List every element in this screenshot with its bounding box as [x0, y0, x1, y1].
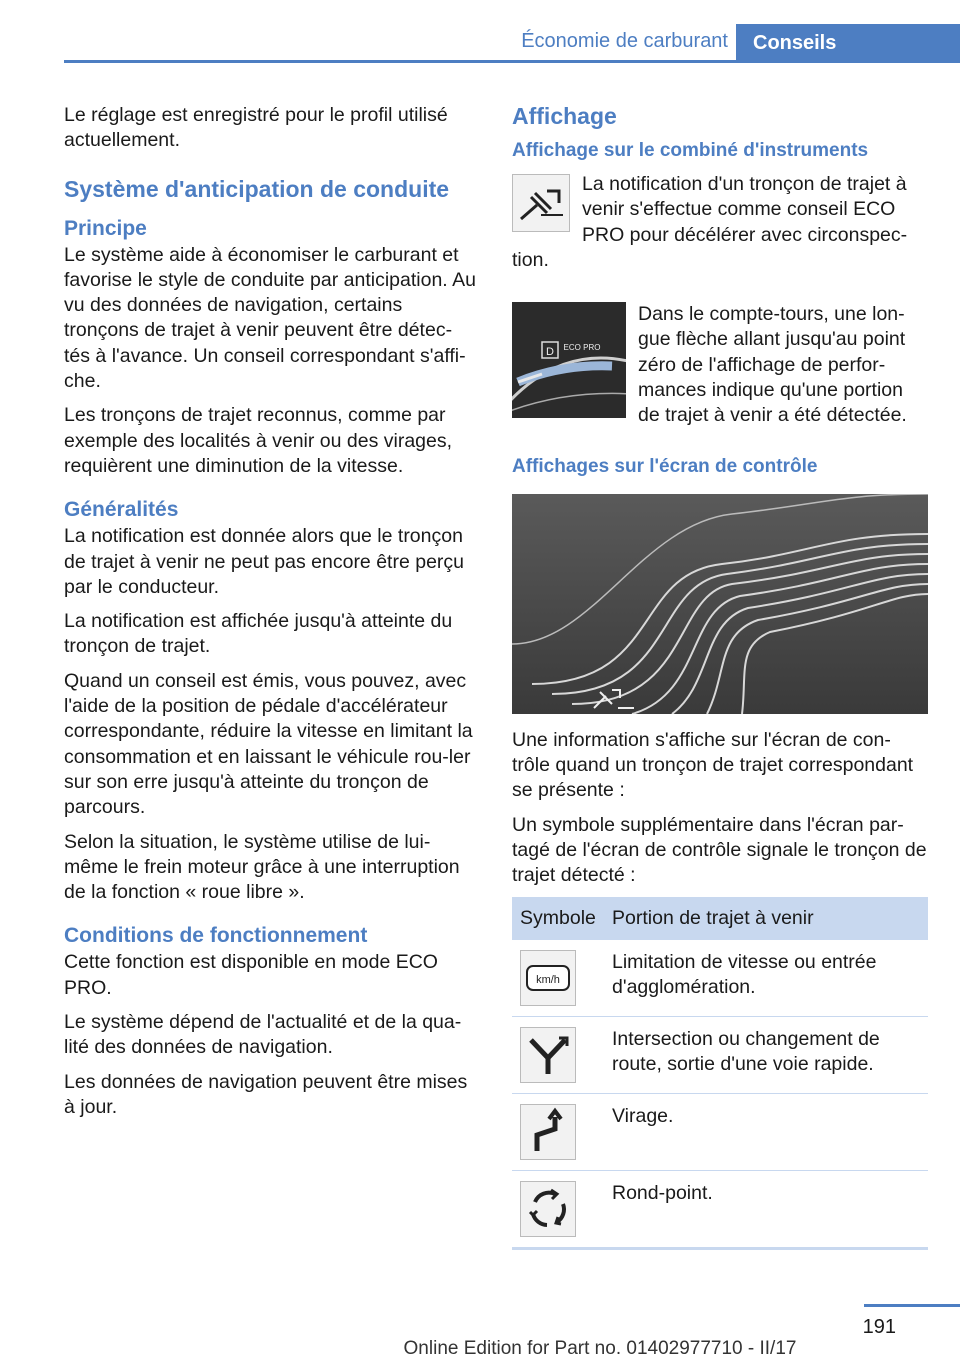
control-display-image	[512, 494, 928, 714]
table-row	[512, 940, 928, 1017]
header-rule	[64, 60, 960, 63]
coasting-hint-block	[512, 172, 928, 282]
footer-rule	[864, 1304, 960, 1307]
paragraph: Le système dépend de l'actualité et de la qua‐lité des données de navigation.	[64, 1011, 462, 1059]
section-heading: Système d'anticipation de conduite	[64, 175, 450, 202]
row-description: Rond-point.	[604, 1171, 928, 1249]
tachometer-block	[512, 302, 928, 437]
row-description: Intersection ou changement de route, sortie d'une voie rapide.	[604, 1017, 928, 1094]
paragraph: Cette fonction est disponible en mode ECO PRO.	[64, 951, 438, 999]
subheading-ecran: Affichages sur l'écran de contrôle	[512, 455, 818, 477]
speed-limit-icon	[520, 950, 576, 1006]
paragraph: La notification d'un tronçon de trajet à venir s'effectue comme conseil ECO PRO pour décélérer avec circonspec‐tion.	[512, 173, 908, 271]
paragraph: Quand un conseil est émis, vous pouvez, avec l'aide de la position de pédale d'accélérateur correspondante, réduire la vitesse en limitant la consommation et en laissant le véhicule rou‐ler sur son erre jusqu'à atteinte du tronçon de parcours.	[64, 669, 473, 819]
subheading-combine: Affichage sur le combiné d'instruments	[512, 140, 869, 161]
row-description: Virage.	[604, 1094, 928, 1171]
paragraph: Le système aide à économiser le carburant et favorise le style de conduite par anticipation. Au vu des données de navigation, certains tronçons de trajet à venir peuvent être détec‐tés à l'avance. Un conseil correspondant s'affi‐che.	[64, 243, 476, 393]
roundabout-icon	[520, 1181, 576, 1237]
subheading-generalites: Généralités	[64, 498, 179, 522]
curve-icon	[520, 1104, 576, 1160]
table-row	[512, 1171, 928, 1249]
paragraph: Une information s'affiche sur l'écran de con‐trôle quand un tronçon de trajet correspondant se présente :	[512, 728, 914, 802]
gauge-gear-label: D	[546, 346, 554, 359]
section-heading-affichage: Affichage	[512, 103, 617, 129]
speed-limit-icon-text: km/h	[536, 974, 560, 987]
gauge-eco-pro-label: ECO PRO	[563, 343, 601, 353]
paragraph: La notification est donnée alors que le tronçon de trajet à venir ne peut pas encore être perçu par le conducteur.	[64, 525, 464, 598]
table-row	[512, 1094, 928, 1171]
page-number: 191	[862, 1316, 896, 1338]
paragraph: Les données de navigation peuvent être mises à jour.	[64, 1070, 468, 1118]
paragraph: Les tronçons de trajet reconnus, comme par exemple des localités à venir ou des virages, requièrent une diminution de la vitesse.	[64, 404, 453, 477]
paragraph: Dans le compte-tours, une lon‐gue flèche allant jusqu'au point zéro de l'affichage de perfor‐mances indique qu'une portion de trajet à venir a été détectée.	[638, 303, 907, 427]
paragraph: La notification est affichée jusqu'à atteinte du tronçon de trajet.	[64, 610, 453, 658]
subheading-principe: Principe	[64, 216, 147, 240]
coasting-hint-icon	[512, 174, 570, 232]
right-column	[512, 103, 928, 1250]
table-header-portion: Portion de trajet à venir	[604, 897, 928, 940]
paragraph: Le réglage est enregistré pour le profil utilisé actuellement.	[64, 104, 448, 152]
table-header-symbol: Symbole	[512, 897, 604, 940]
row-description: Limitation de vitesse ou entrée d'agglomération.	[604, 940, 928, 1017]
paragraph: Selon la situation, le système utilise de lui-même le frein moteur grâce à une interruption de la fonction « roue libre ».	[64, 830, 460, 904]
header-section-title: Économie de carburant	[521, 30, 728, 52]
paragraph: Un symbole supplémentaire dans l'écran par‐tagé de l'écran de contrôle signale le tronçon de trajet détecté :	[512, 813, 927, 887]
header-tab: Conseils	[736, 24, 960, 63]
footer-edition: Online Edition for Part no. 01402977710 - II/17	[403, 1338, 797, 1359]
junction-icon	[520, 1027, 576, 1083]
table-row	[512, 1017, 928, 1094]
symbol-table	[512, 897, 928, 1250]
left-column	[64, 103, 478, 1129]
subheading-conditions: Conditions de fonctionnement	[64, 924, 368, 948]
tachometer-image	[512, 302, 626, 418]
